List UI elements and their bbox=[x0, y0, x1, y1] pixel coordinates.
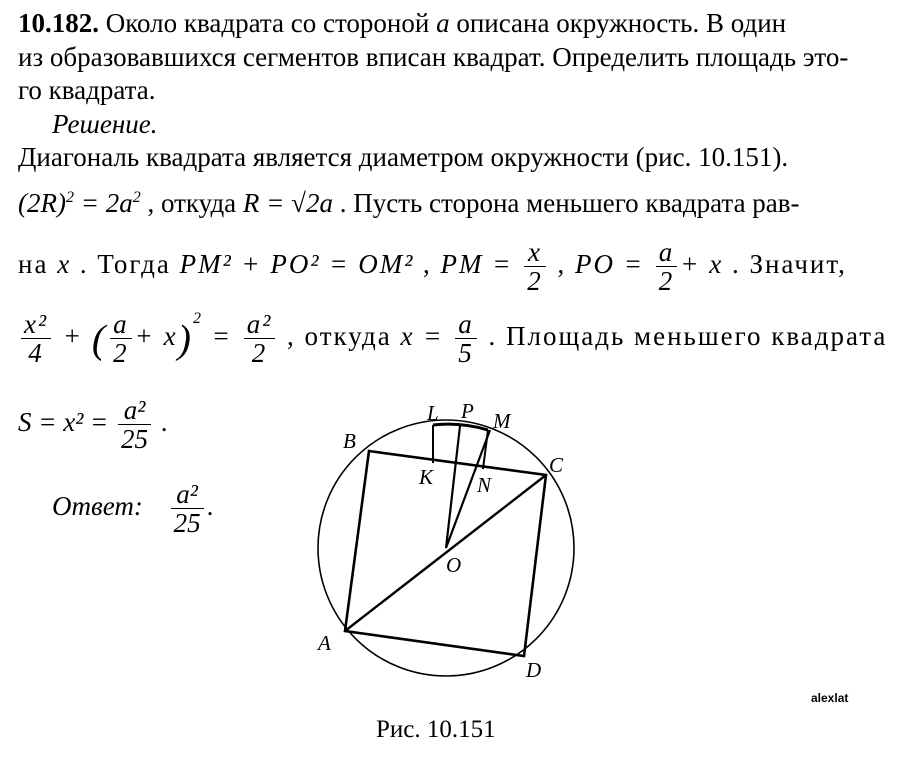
equation-2r-squared: $(2R)^2 = 2a^2$ bbox=[18, 188, 141, 218]
word-otkuda-2: , откуда bbox=[278, 321, 401, 352]
solution-line-3: на x . Тогда PM² + PO² = OM² , PM = $\frac{x}{2}$ , PO = $\frac{a}{2}$ + x . Значит, bbox=[18, 237, 847, 297]
solution-line-2 bbox=[18, 188, 800, 219]
solution-line-4 bbox=[18, 310, 887, 368]
equation-r: R = √2a bbox=[242, 188, 333, 218]
figure-caption: Рис. 10.151 bbox=[376, 716, 496, 743]
answer-line: Ответ: $\frac{\text{a²}}{25}$ . bbox=[52, 479, 214, 539]
answer-label: Ответ: bbox=[52, 491, 143, 522]
label-d: D bbox=[526, 658, 542, 682]
word-znachit: . Значит, bbox=[723, 249, 847, 280]
variable-a: a bbox=[436, 8, 450, 38]
label-b: B bbox=[343, 429, 356, 453]
label-k: K bbox=[419, 465, 434, 489]
solution-text-2: . Пусть сторона меньшего квадрата рав- bbox=[332, 188, 800, 218]
equation-area: S = x² = $\frac{\text{a²}}{25}$ bbox=[18, 407, 154, 437]
equation-x: x = $\frac{a}{5}$ bbox=[401, 321, 480, 351]
problem-line-2: из образовавшихся сегментов вписан квадрат. Определить площадь это- bbox=[18, 42, 849, 72]
label-m: M bbox=[493, 409, 511, 433]
label-n: N bbox=[477, 473, 492, 497]
equation-main: $\frac{\text{x²}}{4}$ + ( $\frac{a}{2}$ + x)$^2$ = $\frac{\text{a²}}{2}$ bbox=[18, 321, 278, 351]
problem-number: 10.182. bbox=[18, 8, 99, 38]
word-togda: . Тогда bbox=[71, 249, 180, 280]
solution-heading: Решение. bbox=[52, 109, 158, 139]
solution-line-1: Диагональ квадрата является диаметром окружности (рис. 10.151). bbox=[18, 142, 789, 172]
answer-value: $\frac{\text{a²}}{25}$ bbox=[168, 491, 207, 521]
equation-pythagoras: PM² + PO² = OM² bbox=[179, 249, 415, 280]
label-o: O bbox=[446, 553, 462, 577]
label-c: C bbox=[549, 453, 564, 477]
signature: alexlat bbox=[811, 691, 849, 705]
word-otkuda-1: , откуда bbox=[140, 188, 243, 218]
equation-pm: PM = $\frac{x}{2}$ bbox=[441, 249, 549, 279]
word-na: на bbox=[18, 249, 58, 280]
geometry-figure bbox=[300, 395, 600, 695]
label-l: L bbox=[427, 401, 439, 425]
solution-line-5: S = x² = $\frac{\text{a²}}{25}$ . bbox=[18, 395, 168, 455]
label-p: P bbox=[461, 399, 474, 423]
label-a: A bbox=[318, 631, 331, 655]
problem-line-1 bbox=[18, 8, 786, 39]
problem-text-1: Около квадрата со стороной bbox=[99, 8, 437, 38]
problem-text-1-end: описана окружность. В один bbox=[449, 8, 787, 38]
variable-x: x bbox=[57, 249, 72, 280]
solution-text-4: . Площадь меньшего квадрата bbox=[479, 321, 888, 352]
equation-po: PO = $\frac{a}{2}$ + x bbox=[575, 237, 724, 297]
problem-line-3: го квадрата. bbox=[18, 75, 156, 105]
